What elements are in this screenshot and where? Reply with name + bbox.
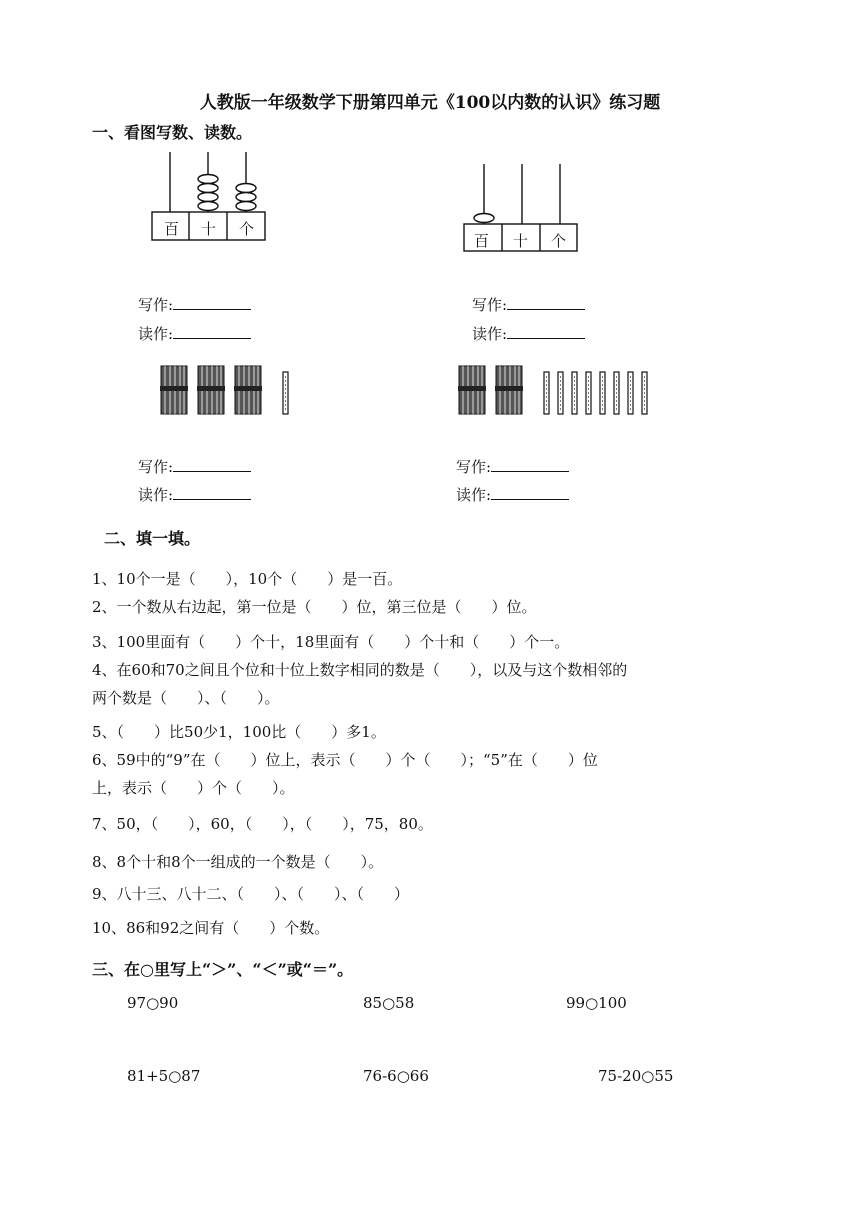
compare-problem-4[interactable]: 81+5○87 bbox=[127, 1067, 201, 1085]
fill-item-4-cont: 两个数是（ ）、（ ）。 bbox=[92, 689, 280, 707]
stick-bundles-left-figure bbox=[158, 362, 298, 420]
read-line-4: 读作: bbox=[456, 484, 569, 505]
fill-item-8: 8、8个十和8个一组成的一个数是（ ）。 bbox=[92, 853, 384, 871]
fill-item-1: 1、10个一是（ ），10个（ ）是一百。 bbox=[92, 570, 403, 588]
compare-problem-3[interactable]: 99○100 bbox=[566, 994, 627, 1012]
read-blank-3[interactable] bbox=[173, 485, 251, 500]
fill-item-2: 2、一个数从右边起，第一位是（ ）位，第三位是（ ）位。 bbox=[92, 598, 537, 616]
write-blank-2[interactable] bbox=[507, 295, 585, 310]
compare-problem-1[interactable]: 97○90 bbox=[127, 994, 179, 1012]
fill-item-10: 10、86和92之间有（ ）个数。 bbox=[92, 919, 330, 937]
abacus-right-ones-label: 个 bbox=[551, 232, 567, 250]
read-line-3: 读作: bbox=[138, 484, 251, 505]
write-blank-4[interactable] bbox=[491, 457, 569, 472]
fill-item-5: 5、（ ）比50少1，100比（ ）多1。 bbox=[92, 723, 386, 741]
fill-item-6-cont: 上，表示（ ）个（ ）。 bbox=[92, 779, 295, 797]
section3-heading: 三、在○里写上“＞”、“＜”或“＝”。 bbox=[92, 960, 354, 979]
fill-item-7: 7、50，（ ），60，（ ），（ ），75，80。 bbox=[92, 815, 433, 833]
abacus-left-ones-label: 个 bbox=[239, 220, 255, 238]
write-blank-1[interactable] bbox=[173, 295, 251, 310]
abacus-left-tens-label: 十 bbox=[201, 220, 217, 238]
read-line-2: 读作: bbox=[472, 323, 585, 344]
read-blank-4[interactable] bbox=[491, 485, 569, 500]
compare-problem-5[interactable]: 76-6○66 bbox=[363, 1067, 429, 1085]
write-line-1: 写作: bbox=[138, 294, 251, 315]
fill-item-9: 9、八十三、八十二、（ ）、（ ）、（ ） bbox=[92, 885, 410, 903]
write-line-3: 写作: bbox=[138, 456, 251, 477]
write-line-2: 写作: bbox=[472, 294, 585, 315]
fill-item-6: 6、59中的“9”在（ ）位上，表示（ ）个（ ）；“5”在（ ）位 bbox=[92, 751, 598, 769]
write-line-4: 写作: bbox=[456, 456, 569, 477]
abacus-right-tens-label: 十 bbox=[513, 232, 529, 250]
section2-heading: 二、填一填。 bbox=[104, 529, 201, 548]
compare-problem-6[interactable]: 75-20○55 bbox=[598, 1067, 674, 1085]
stick-bundles-right-figure bbox=[456, 362, 666, 420]
read-blank-2[interactable] bbox=[507, 324, 585, 339]
read-blank-1[interactable] bbox=[173, 324, 251, 339]
section1-heading: 一、看图写数、读数。 bbox=[92, 123, 253, 142]
write-blank-3[interactable] bbox=[173, 457, 251, 472]
abacus-left-hundreds-label: 百 bbox=[164, 220, 180, 238]
fill-item-3: 3、100里面有（ ）个十，18里面有（ ）个十和（ ）个一。 bbox=[92, 633, 570, 651]
page-title: 人教版一年级数学下册第四单元《100以内数的认识》练习题 bbox=[199, 93, 661, 113]
fill-item-4: 4、在60和70之间且个位和十位上数字相同的数是（ ），以及与这个数相邻的 bbox=[92, 661, 628, 679]
compare-problem-2[interactable]: 85○58 bbox=[363, 994, 415, 1012]
read-line-1: 读作: bbox=[138, 323, 251, 344]
abacus-right-hundreds-label: 百 bbox=[474, 232, 490, 250]
